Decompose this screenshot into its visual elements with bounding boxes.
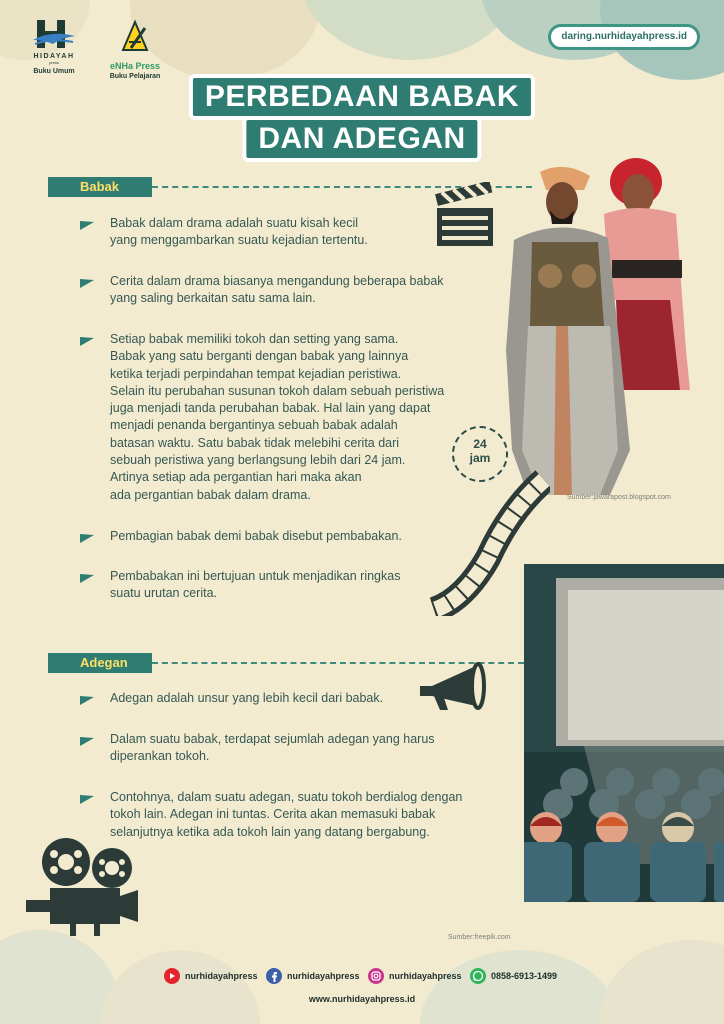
instagram-link[interactable] [368, 968, 462, 984]
cinema-theater-illustration [524, 564, 724, 934]
hidayah-brand: HIDAYAH [33, 53, 75, 60]
hidayah-logo[interactable] [26, 18, 82, 75]
babak-item-text: Cerita dalam drama biasanya mengandung beberapa babak yang saling berkaitan satu sama lain. [110, 274, 444, 306]
photo-credit: Sumber:jawarapost.blogspot.com [567, 494, 671, 501]
hidayah-caption: Buku Umum [33, 68, 75, 75]
hidayah-sub: press [49, 60, 59, 65]
section-heading-adegan: Adegan [48, 653, 152, 673]
website-pill[interactable]: daring.nurhidayahpress.id [548, 24, 700, 50]
instagram-handle: nurhidayahpress [389, 971, 462, 981]
page-title-line-1: PERBEDAAN BABAK [189, 74, 535, 120]
adegan-item [80, 690, 500, 707]
babak-item-text: Setiap babak memiliki tokoh dan setting yang sama. Babak yang satu berganti dengan babak yang lainnya ketika terjadi perpindahan tempat kejadian peristiwa. Selain itu perubahan susunan tokoh dalam sebuah peristiwa juga menjadi tanda perubahan babak. Hal lain yang dapat menjadi penanda bergantinya sebuah babak adalah batasan waktu. Satu babak tidak melebihi cerita dari sebuah peristiwa yang berlangsung lebih dari 24 jam. Artinya setiap ada pergantian hari maka akan ada pergantian babak dalam drama. [110, 332, 445, 502]
instagram-icon [368, 968, 384, 984]
bullet-arrow-icon [80, 329, 94, 346]
film-projector-icon [20, 836, 144, 938]
babak-item [80, 273, 500, 308]
whatsapp-link[interactable] [470, 968, 557, 984]
adegan-item-text: Adegan adalah unsur yang lebih kecil dari babak. [110, 691, 384, 705]
babak-item-text: Pembagian babak demi babak disebut pembabakan. [110, 529, 402, 543]
bullet-arrow-icon [80, 688, 94, 705]
adegan-item [80, 789, 500, 841]
youtube-icon [164, 968, 180, 984]
youtube-link[interactable] [164, 968, 258, 984]
whatsapp-icon [470, 968, 486, 984]
bullet-arrow-icon [80, 213, 94, 230]
enha-brand: eNHa Press [109, 61, 161, 71]
facebook-link[interactable] [266, 968, 360, 984]
badge-unit: jam [469, 451, 491, 465]
adegan-item-text: Dalam suatu babak, terdapat sejumlah adegan yang harus diperankan tokoh. [110, 732, 435, 764]
babak-item [80, 568, 500, 603]
enha-caption: Buku Pelajaran [109, 73, 161, 80]
babak-item-text: Babak dalam drama adalah suatu kisah kecil yang menggambarkan suatu kejadian tertentu. [110, 216, 368, 248]
bullet-arrow-icon [80, 271, 94, 288]
enha-logo-icon [115, 18, 155, 54]
footer-website[interactable]: www.nurhidayahpress.id [308, 994, 416, 1004]
babak-item [80, 215, 500, 250]
bullet-arrow-icon [80, 787, 94, 804]
babak-item [80, 528, 500, 545]
page-title-line-2: DAN ADEGAN [242, 116, 481, 162]
footer [0, 965, 724, 1024]
section-heading-babak: Babak [48, 177, 152, 197]
enha-logo[interactable] [104, 18, 166, 80]
hidayah-logo-icon [31, 18, 77, 52]
babak-item-text: Pembabakan ini bertujuan untuk menjadikan ringkas suatu urutan cerita. [110, 569, 401, 601]
babak-item [80, 331, 500, 504]
whatsapp-number: 0858-6913-1499 [491, 971, 558, 981]
drama-actors-photo [500, 150, 690, 495]
bullet-arrow-icon [80, 526, 94, 543]
image-credit: Sumber:freepik.com [448, 934, 511, 941]
bullet-arrow-icon [80, 729, 94, 746]
badge-number: 24 [473, 437, 487, 451]
facebook-icon [266, 968, 282, 984]
adegan-item [80, 731, 500, 766]
bullet-arrow-icon [80, 566, 94, 583]
adegan-item-text: Contohnya, dalam suatu adegan, suatu tokoh berdialog dengan tokoh lain. Adegan ini tuntas. Cerita akan memasuki babak selanjutnya ketika ada tokoh lain yang datang bergabung. [110, 790, 463, 839]
facebook-handle: nurhidayahpress [287, 971, 360, 981]
youtube-handle: nurhidayahpress [185, 971, 258, 981]
